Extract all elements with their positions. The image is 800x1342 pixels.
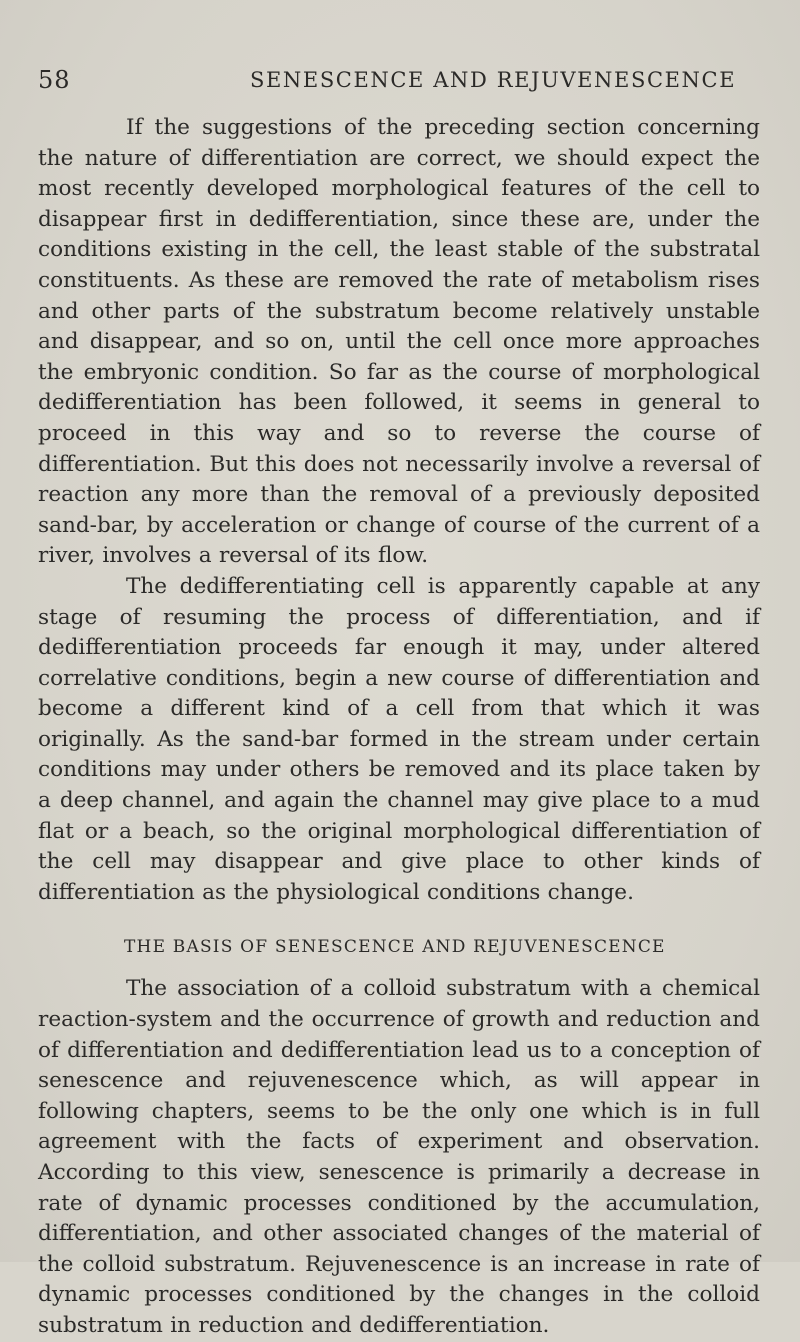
paragraph-3: The association of a colloid substratum with a chemical reaction-system and the occurrence of growth and reduction and of differentiation and dedifferentiation lead us to a conception of senescence and rejuvenescence which, as will appear in following chapters, seems to be the only one which is in full agreement with the facts of experiment and observation. According to this view, senescence is primarily a decrease in rate of dynamic processes conditioned by the accumulation, differentiation, and other associated changes of the material of the colloid substratum. Rejuvenescence is an increase in rate of dynamic processes conditioned by the changes in the colloid substratum in reduction and dedifferentiation. xyxy=(38,976,760,1338)
running-head xyxy=(38,66,738,102)
paragraph-2: The dedifferentiating cell is apparently capable at any stage of resuming the process of differentiation, and if dedifferentiation proceeds far enough it may, under altered correlative conditions, begin a new course of differentiation and become a different kind of a cell from that which it was originally. As the sand-bar formed in the stream under certain conditions may under others be removed and its place taken by a deep channel, and again the channel may give place to a mud flat or a beach, so the original morphological differentiation of the cell may disappear and give place to other kinds of differentiation as the physiological conditions change. xyxy=(38,573,760,905)
running-head-title: SENESCENCE AND REJUVENESCENCE xyxy=(250,68,737,92)
page-number: 58 xyxy=(38,66,71,94)
body-text xyxy=(38,113,760,1342)
paragraph-1: If the suggestions of the preceding section concerning the nature of differentiation are correct, we should expect the most recently developed morphological features of the cell to disappear first in dedifferentiation, since these are, under the conditions existing in the cell, the least stable of the substratal constituents. As these are removed the rate of metabolism rises and other parts of the substratum become relatively unstable and disappear, and so on, until the cell once more approaches the embryonic condition. So far as the course of morphological dedifferentiation has been followed, it seems in general to proceed in this way and so to reverse the course of differentiation. But this does not necessarily involve a reversal of reaction any more than the removal of a previously deposited sand-bar, by acceleration or change of course of the current of a river, involves a reversal of its flow. xyxy=(38,115,760,569)
section-heading: THE BASIS OF SENESCENCE AND REJUVENESCENCE xyxy=(124,937,666,958)
